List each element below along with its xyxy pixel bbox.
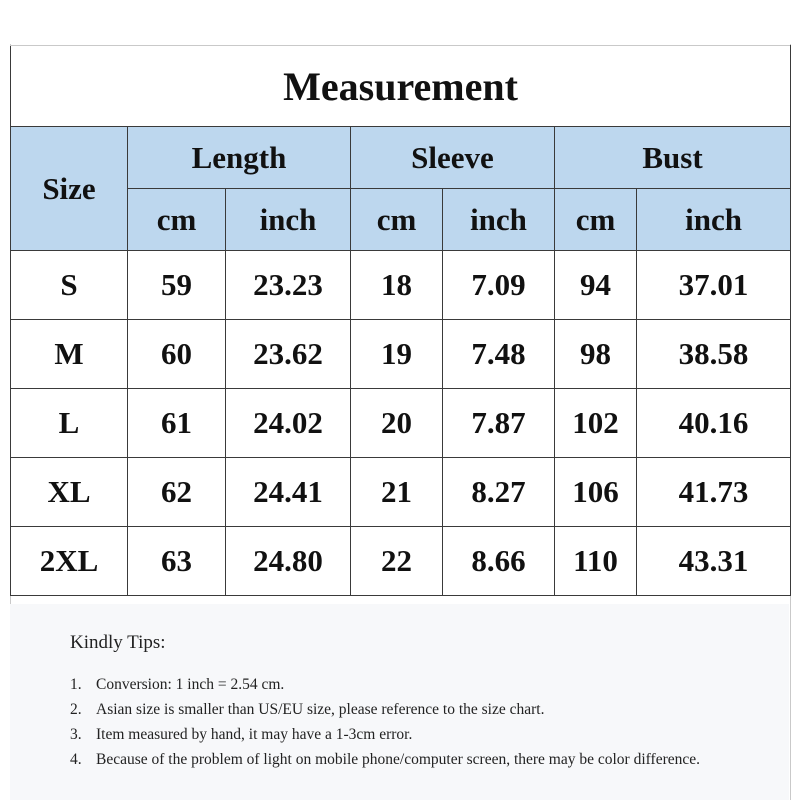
sleeve-header: Sleeve	[351, 127, 555, 189]
tip-number: 1.	[70, 676, 82, 693]
unit-header: inch	[226, 189, 351, 251]
length-header: Length	[128, 127, 351, 189]
measure-cell: 19	[351, 320, 443, 389]
tips-title: Kindly Tips:	[70, 632, 166, 653]
tip-text: Asian size is smaller than US/EU size, please reference to the size chart.	[96, 701, 545, 718]
table-title: Measurement	[11, 46, 791, 127]
measure-cell: 37.01	[637, 251, 791, 320]
measure-cell: 40.16	[637, 389, 791, 458]
bust-header: Bust	[555, 127, 791, 189]
measure-cell: 22	[351, 527, 443, 596]
size-header: Size	[11, 127, 128, 251]
measure-cell: 24.02	[226, 389, 351, 458]
measure-cell: 23.62	[226, 320, 351, 389]
measure-cell: 43.31	[637, 527, 791, 596]
unit-header: cm	[351, 189, 443, 251]
measure-cell: 60	[128, 320, 226, 389]
measurement-table	[10, 45, 791, 596]
measure-cell: 98	[555, 320, 637, 389]
measure-cell: 24.80	[226, 527, 351, 596]
measure-cell: 20	[351, 389, 443, 458]
measure-cell: 7.87	[443, 389, 555, 458]
tip-text: Conversion: 1 inch = 2.54 cm.	[96, 676, 285, 693]
measure-cell: 62	[128, 458, 226, 527]
measure-cell: 110	[555, 527, 637, 596]
tip-item	[70, 697, 750, 722]
measure-cell: 59	[128, 251, 226, 320]
table-row	[11, 251, 791, 320]
measure-cell: 8.27	[443, 458, 555, 527]
measure-cell: 106	[555, 458, 637, 527]
measure-cell: 21	[351, 458, 443, 527]
size-rows	[11, 251, 791, 596]
tip-item	[70, 722, 750, 747]
measure-cell: 63	[128, 527, 226, 596]
measure-cell: 41.73	[637, 458, 791, 527]
table-row	[11, 389, 791, 458]
measure-cell: 7.48	[443, 320, 555, 389]
size-label-cell: 2XL	[11, 527, 128, 596]
measure-cell: 61	[128, 389, 226, 458]
unit-header: inch	[637, 189, 791, 251]
size-label-cell: S	[11, 251, 128, 320]
tip-number: 3.	[70, 726, 82, 743]
size-label-cell: M	[11, 320, 128, 389]
table-row	[11, 320, 791, 389]
unit-header: inch	[443, 189, 555, 251]
tip-number: 4.	[70, 751, 82, 768]
measure-cell: 23.23	[226, 251, 351, 320]
measure-cell: 8.66	[443, 527, 555, 596]
kindly-tips-panel	[10, 604, 789, 800]
table-row	[11, 527, 791, 596]
tip-item	[70, 672, 750, 697]
tip-text: Because of the problem of light on mobile phone/computer screen, there may be color difference.	[96, 751, 700, 768]
measure-cell: 7.09	[443, 251, 555, 320]
measure-cell: 24.41	[226, 458, 351, 527]
measure-cell: 38.58	[637, 320, 791, 389]
measure-cell: 18	[351, 251, 443, 320]
measure-cell: 102	[555, 389, 637, 458]
unit-header: cm	[128, 189, 226, 251]
size-label-cell: L	[11, 389, 128, 458]
size-label-cell: XL	[11, 458, 128, 527]
tip-text: Item measured by hand, it may have a 1-3cm error.	[96, 726, 413, 743]
unit-header: cm	[555, 189, 637, 251]
tip-number: 2.	[70, 701, 82, 718]
table-row	[11, 458, 791, 527]
measure-cell: 94	[555, 251, 637, 320]
tips-list	[70, 672, 750, 772]
tip-item	[70, 747, 750, 772]
